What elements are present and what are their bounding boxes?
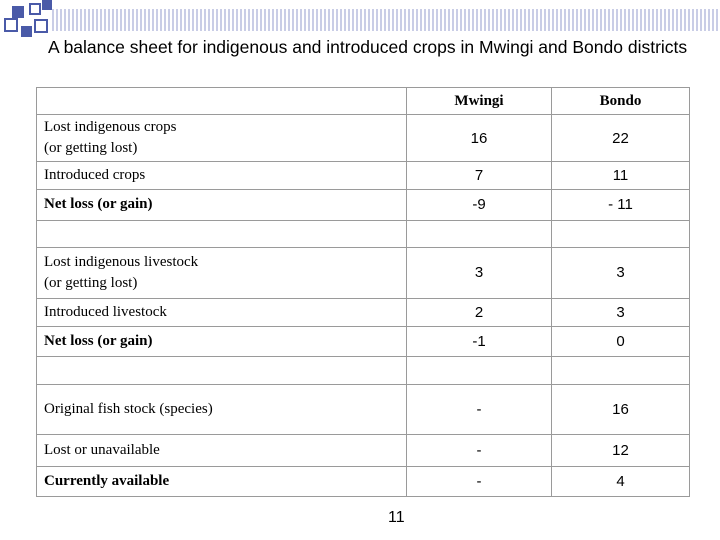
cell-mwingi: - (407, 435, 552, 466)
decor-square (4, 18, 18, 32)
cell-mwingi: -1 (407, 326, 552, 356)
cell-mwingi: 16 (407, 115, 552, 162)
decor-square (12, 6, 24, 18)
row-label-line: (or getting lost) (44, 274, 138, 291)
empty-cell (407, 220, 552, 247)
row-label: Lost or unavailable (37, 435, 407, 466)
cell-bondo: 3 (552, 247, 690, 298)
row-label: Introduced livestock (37, 298, 407, 326)
row-label (37, 115, 407, 162)
empty-cell (37, 220, 407, 247)
cell-bondo: 16 (552, 384, 690, 435)
row-label: Introduced crops (37, 161, 407, 189)
page-number: 11 (388, 509, 405, 526)
decor-stripe (52, 9, 720, 31)
cell-mwingi: 2 (407, 298, 552, 326)
table-header-row (37, 88, 690, 115)
row-label-line: Lost indigenous crops (44, 119, 177, 136)
cell-mwingi: - (407, 466, 552, 496)
cell-mwingi: 3 (407, 247, 552, 298)
empty-cell (407, 357, 552, 384)
column-header-mwingi: Mwingi (407, 88, 552, 115)
cell-mwingi: - (407, 384, 552, 435)
empty-cell (37, 357, 407, 384)
row-label-line: (or getting lost) (44, 140, 138, 157)
row-label: Currently available (37, 466, 407, 496)
table-row (37, 161, 690, 189)
row-label-line: Lost indigenous livestock (44, 253, 199, 270)
decor-square (34, 19, 48, 33)
decor-square (42, 0, 52, 10)
spacer-row (37, 357, 690, 384)
cell-bondo: 11 (552, 161, 690, 189)
table-row (37, 384, 690, 435)
cell-bondo: 22 (552, 115, 690, 162)
slide-title: A balance sheet for indigenous and introduced crops in Mwingi and Bondo districts (48, 37, 688, 57)
cell-bondo: 4 (552, 466, 690, 496)
decor-square (29, 3, 41, 15)
row-label: Original fish stock (species) (37, 384, 407, 435)
table-row (37, 298, 690, 326)
column-header-bondo: Bondo (552, 88, 690, 115)
table-row (37, 326, 690, 356)
table-row (37, 247, 690, 298)
table-row (37, 435, 690, 466)
row-label: Net loss (or gain) (37, 326, 407, 356)
table-row (37, 466, 690, 496)
cell-bondo: 3 (552, 298, 690, 326)
cell-mwingi: -9 (407, 190, 552, 220)
table-row (37, 190, 690, 220)
cell-mwingi: 7 (407, 161, 552, 189)
cell-bondo: 12 (552, 435, 690, 466)
balance-sheet-table (36, 87, 690, 497)
cell-bondo: - 11 (552, 190, 690, 220)
spacer-row (37, 220, 690, 247)
empty-cell (552, 220, 690, 247)
decor-square (21, 26, 32, 37)
row-label: Net loss (or gain) (37, 190, 407, 220)
cell-bondo: 0 (552, 326, 690, 356)
header-blank-cell (37, 88, 407, 115)
row-label (37, 247, 407, 298)
table-row (37, 115, 690, 162)
empty-cell (552, 357, 690, 384)
